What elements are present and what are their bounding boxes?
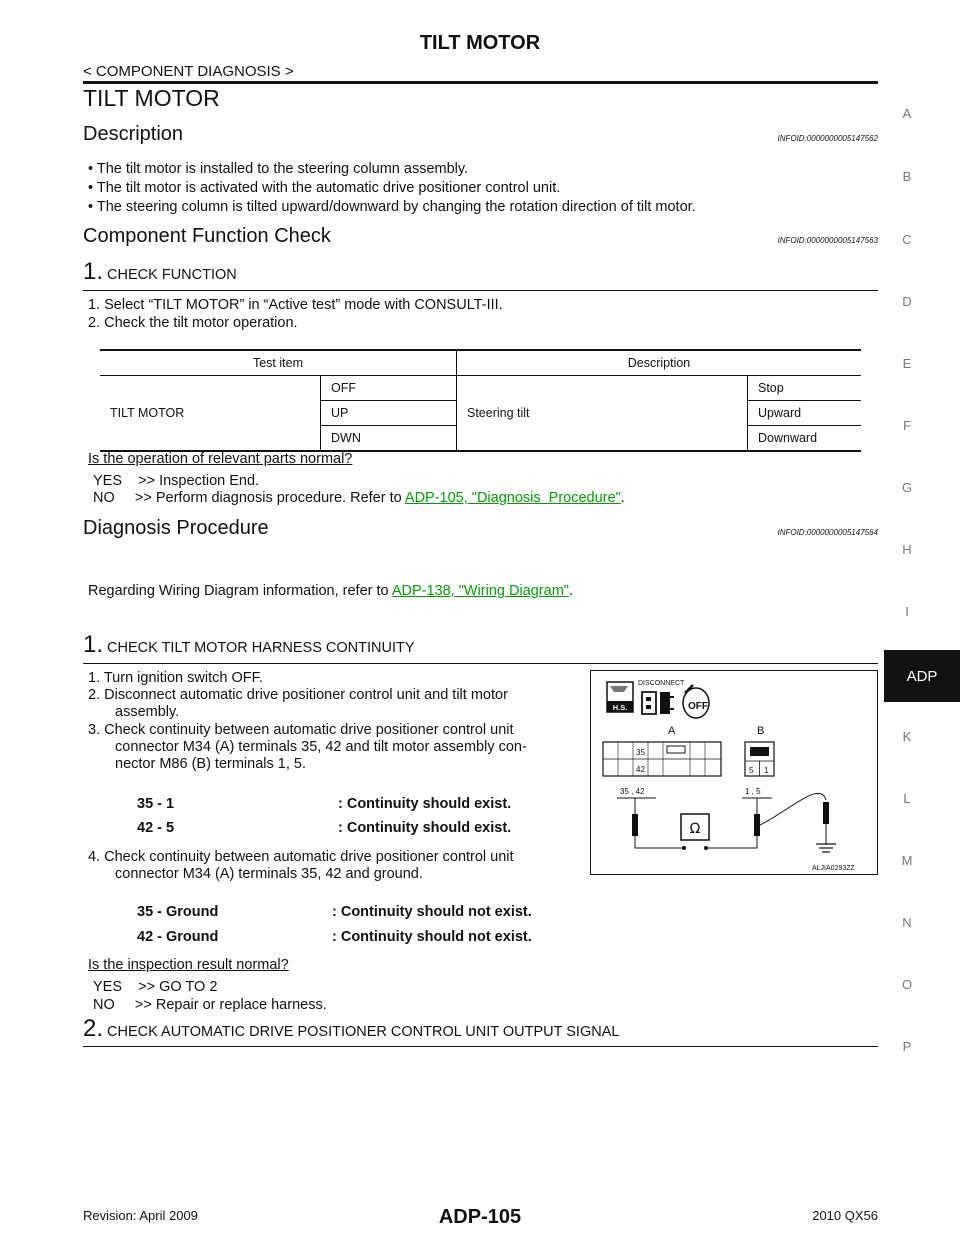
- function-check-item-2: 2. Check the tilt motor operation.: [88, 315, 298, 331]
- running-title: TILT MOTOR: [419, 32, 541, 54]
- table-cell-result: Upward: [748, 401, 862, 426]
- connector-label-a: A: [668, 725, 676, 737]
- table-cell-mid: Steering tilt: [457, 376, 748, 452]
- footer-revision: Revision: April 2009: [83, 1208, 198, 1223]
- function-check-infoid: INFOID:0000000005147563: [777, 236, 878, 245]
- description-heading: Description: [83, 123, 184, 145]
- description-bullet-2: • The tilt motor is activated with the automatic drive positioner control unit.: [88, 180, 561, 196]
- footer-model: 2010 QX56: [812, 1208, 878, 1223]
- continuity-result: : Continuity should not exist.: [332, 929, 532, 945]
- continuity-pair: 35 - Ground: [137, 904, 219, 920]
- active-test-table: [100, 349, 861, 452]
- table-cell-result: Stop: [748, 376, 862, 401]
- diagnosis-step-3: 3. Check continuity between automatic drive positioner control unit: [88, 722, 514, 738]
- index-letter-l[interactable]: L: [903, 791, 911, 806]
- figure-code: ALJIA0293ZZ: [812, 865, 855, 872]
- step-rule: [83, 1046, 878, 1047]
- svg-text:OFF: OFF: [688, 701, 708, 712]
- function-check-yes: YES >> Inspection End.: [93, 473, 260, 489]
- index-letter-o[interactable]: O: [901, 977, 913, 992]
- page-title: TILT MOTOR: [83, 85, 220, 111]
- continuity-pair: 35 - 1: [137, 796, 175, 812]
- diagnosis-step-4-cont: connector M34 (A) terminals 35, 42 and ground.: [115, 866, 423, 882]
- index-letter-i[interactable]: I: [905, 604, 909, 619]
- index-letter-d[interactable]: D: [902, 294, 912, 309]
- terminal-5: 5: [749, 766, 754, 775]
- index-letter-g[interactable]: G: [901, 480, 913, 495]
- diagnosis-infoid: INFOID:0000000005147564: [777, 528, 878, 537]
- description-infoid: INFOID:0000000005147562: [777, 134, 878, 143]
- table-cell-command: DWN: [321, 426, 457, 452]
- table-cell-command: OFF: [321, 376, 457, 401]
- connector-b: [745, 742, 774, 776]
- index-letter-h[interactable]: H: [902, 542, 912, 557]
- table-cell-result: Downward: [748, 426, 862, 452]
- index-letter-c[interactable]: C: [902, 232, 912, 247]
- connector-label-b: B: [757, 725, 765, 737]
- diagnosis-question: Is the inspection result normal?: [88, 957, 289, 973]
- connector-a: [603, 742, 721, 776]
- link-wiring-diagram[interactable]: ADP-138, "Wiring Diagram": [391, 583, 569, 599]
- diagnosis-step-3-cont-2: nector M86 (B) terminals 1, 5.: [115, 756, 306, 772]
- function-check-heading: Component Function Check: [83, 225, 331, 247]
- table-cell-command: UP: [321, 401, 457, 426]
- terminal-42: 42: [636, 765, 645, 774]
- table-cell-item: TILT MOTOR: [110, 406, 185, 420]
- description-bullet-3: • The steering column is tilted upward/downward by changing the rotation direction of tilt motor.: [88, 199, 696, 215]
- svg-text:H.S.: H.S.: [612, 703, 628, 712]
- page-number: ADP-105: [438, 1206, 522, 1228]
- index-letter-n[interactable]: N: [902, 915, 912, 930]
- step-rule: [83, 290, 878, 291]
- svg-text:Ω: Ω: [689, 821, 701, 837]
- index-letter-b[interactable]: B: [902, 169, 912, 184]
- probe-label-a: 35 , 42: [620, 787, 645, 796]
- continuity-pair: 42 - 5: [137, 820, 175, 836]
- harness-side-icon: [607, 682, 633, 712]
- index-letter-f[interactable]: F: [903, 418, 911, 433]
- diagnosis-step-2: 2. Disconnect automatic drive positioner control unit and tilt motor: [88, 687, 508, 703]
- index-tab-adp[interactable]: ADP: [884, 650, 960, 702]
- step-harness-continuity: 1. CHECK TILT MOTOR HARNESS CONTINUITY: [83, 631, 415, 658]
- continuity-result: : Continuity should not exist.: [332, 904, 532, 920]
- index-letter-k[interactable]: K: [902, 729, 912, 744]
- function-check-item-1: 1. Select “TILT MOTOR” in “Active test” mode with CONSULT-III.: [88, 297, 503, 313]
- index-letter-e[interactable]: E: [902, 356, 912, 371]
- table-header-description: Description: [457, 350, 862, 376]
- header-rule: [83, 81, 878, 84]
- description-bullet-1: • The tilt motor is installed to the steering column assembly.: [88, 161, 469, 177]
- diagnosis-step-2-cont: assembly.: [115, 704, 180, 720]
- wiring-diagram-reference: Regarding Wiring Diagram information, refer to ADP-138, "Wiring Diagram".: [88, 583, 573, 599]
- diagnosis-step-3-cont-1: connector M34 (A) terminals 35, 42 and tilt motor assembly con-: [115, 739, 527, 755]
- continuity-result: : Continuity should exist.: [338, 796, 512, 812]
- continuity-pair: 42 - Ground: [137, 929, 219, 945]
- step-output-signal: 2. CHECK AUTOMATIC DRIVE POSITIONER CONTROL UNIT OUTPUT SIGNAL: [83, 1015, 620, 1042]
- function-check-no: NO >> Perform diagnosis procedure. Refer to ADP-105, "Diagnosis Procedure".: [93, 490, 625, 506]
- index-letter-p[interactable]: P: [902, 1039, 912, 1054]
- terminal-35: 35: [636, 748, 645, 757]
- table-header-test-item: Test item: [252, 356, 303, 370]
- continuity-result: : Continuity should exist.: [338, 820, 512, 836]
- diagnosis-heading: Diagnosis Procedure: [83, 517, 269, 539]
- probe-label-b: 1 , 5: [745, 787, 761, 796]
- diagnosis-step-4: 4. Check continuity between automatic drive positioner control unit: [88, 849, 514, 865]
- diagnosis-no: NO >> Repair or replace harness.: [93, 997, 327, 1013]
- section-label: < COMPONENT DIAGNOSIS >: [83, 63, 294, 80]
- diagnosis-yes: YES >> GO TO 2: [93, 979, 218, 995]
- index-letter-m[interactable]: M: [901, 853, 913, 868]
- link-diagnosis-procedure[interactable]: ADP-105, "Diagnosis Procedure": [404, 490, 621, 506]
- diagnosis-step-1: 1. Turn ignition switch OFF.: [88, 670, 263, 686]
- svg-text:DISCONNECT: DISCONNECT: [638, 680, 685, 687]
- step-check-function: 1. CHECK FUNCTION: [83, 258, 237, 285]
- index-letter-a[interactable]: A: [902, 106, 912, 121]
- continuity-check-figure: [590, 670, 878, 875]
- step-rule: [83, 663, 878, 664]
- terminal-1: 1: [764, 766, 769, 775]
- function-check-question: Is the operation of relevant parts normal?: [88, 451, 353, 467]
